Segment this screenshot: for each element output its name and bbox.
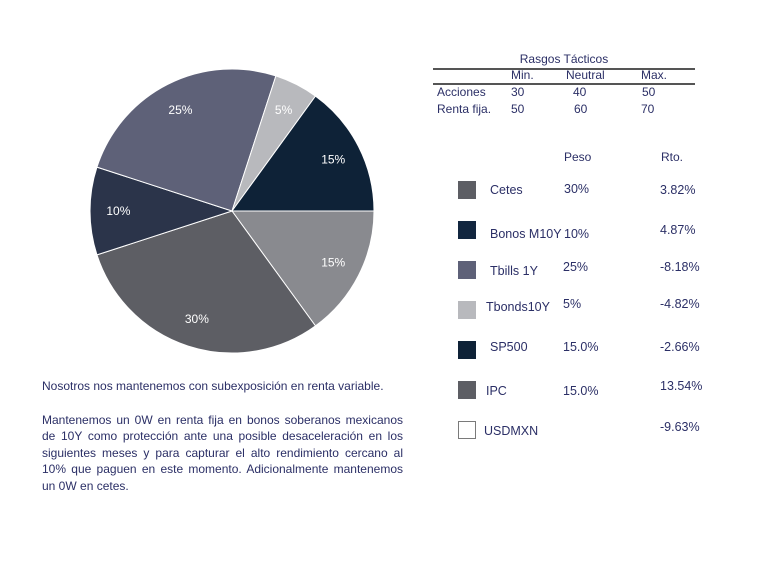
legend-name-tbonds10y: Tbonds10Y — [486, 300, 550, 314]
pie-label-tbonds10y: 5% — [274, 102, 293, 117]
legend-swatch-tbonds10y — [458, 301, 476, 319]
acciones-max: 50 — [642, 85, 656, 99]
pie-label-sp500: 15% — [321, 152, 346, 167]
legend-swatch-tbills-1y — [458, 261, 476, 279]
rasgos-title: Rasgos Tácticos — [519, 52, 609, 66]
renta-fija-min: 50 — [511, 102, 525, 116]
col-header-max: Max. — [641, 68, 668, 82]
acciones-neutral: 40 — [573, 85, 587, 99]
rasgos-tacticos-table — [433, 52, 695, 122]
legend-rto-ipc: 13.54% — [660, 379, 703, 393]
pie-label-ipc: 15% — [321, 255, 346, 270]
legend-rto-tbonds10y: -4.82% — [660, 297, 700, 311]
col-header-min: Min. — [511, 68, 534, 82]
row-label-acciones: Acciones — [437, 85, 486, 99]
legend-rto-sp500: -2.66% — [660, 340, 700, 354]
legend-peso-tbills-1y: 25% — [563, 260, 589, 274]
legend-rto-usdmxn: -9.63% — [660, 420, 700, 434]
legend-peso-bonos-m10y: 10% — [564, 227, 590, 241]
legend-peso-ipc: 15.0% — [563, 384, 599, 398]
legend-name-bonos-m10y: Bonos M10Y — [490, 227, 562, 241]
legend-name-tbills-1y: Tbills 1Y — [490, 264, 538, 278]
legend-name-ipc: IPC — [486, 384, 507, 398]
legend-peso-tbonds10y: 5% — [563, 297, 582, 311]
legend-name-cetes: Cetes — [490, 183, 523, 197]
legend-swatch-sp500 — [458, 341, 476, 359]
legend-swatch-ipc — [458, 381, 476, 399]
legend-name-usdmxn: USDMXN — [484, 424, 539, 438]
legend-name-sp500: SP500 — [490, 340, 528, 354]
legend-swatch-cetes — [458, 181, 476, 199]
rto-header: Rto. — [661, 150, 684, 164]
renta-fija-neutral: 60 — [574, 102, 588, 116]
legend-peso-sp500: 15.0% — [563, 340, 599, 354]
pie-label-tbills-1y: 25% — [168, 102, 193, 117]
allocation-pie-chart — [80, 60, 390, 360]
commentary-paragraph-1: Nosotros nos mantenemos con subexposición en renta variable. — [42, 379, 384, 393]
legend-swatch-usdmxn — [458, 421, 476, 439]
legend-rto-bonos-m10y: 4.87% — [660, 223, 696, 237]
legend-rto-tbills-1y: -8.18% — [660, 260, 700, 274]
commentary-text — [42, 378, 403, 494]
renta-fija-max: 70 — [641, 102, 655, 116]
legend-rto-cetes: 3.82% — [660, 183, 696, 197]
peso-header: Peso — [564, 150, 592, 164]
legend-peso-cetes: 30% — [564, 182, 590, 196]
col-header-neutral: Neutral — [566, 68, 605, 82]
commentary-paragraph-2: Mantenemos un 0W en renta fija en bonos soberanos mexicanos de 10Y como protección ante una posible desaceleración en los siguientes meses y para capturar el alto rendimiento cercano al 10% que paguen en este momento. Adicionalmente mantenemos un 0W en cetes. — [42, 412, 403, 493]
row-label-renta-fija: Renta fija. — [437, 102, 492, 116]
pie-label-cetes: 30% — [184, 312, 209, 327]
legend-swatch-bonos-m10y — [458, 221, 476, 239]
pie-label-bonos-m10y: 10% — [106, 204, 131, 218]
acciones-min: 30 — [511, 85, 525, 99]
